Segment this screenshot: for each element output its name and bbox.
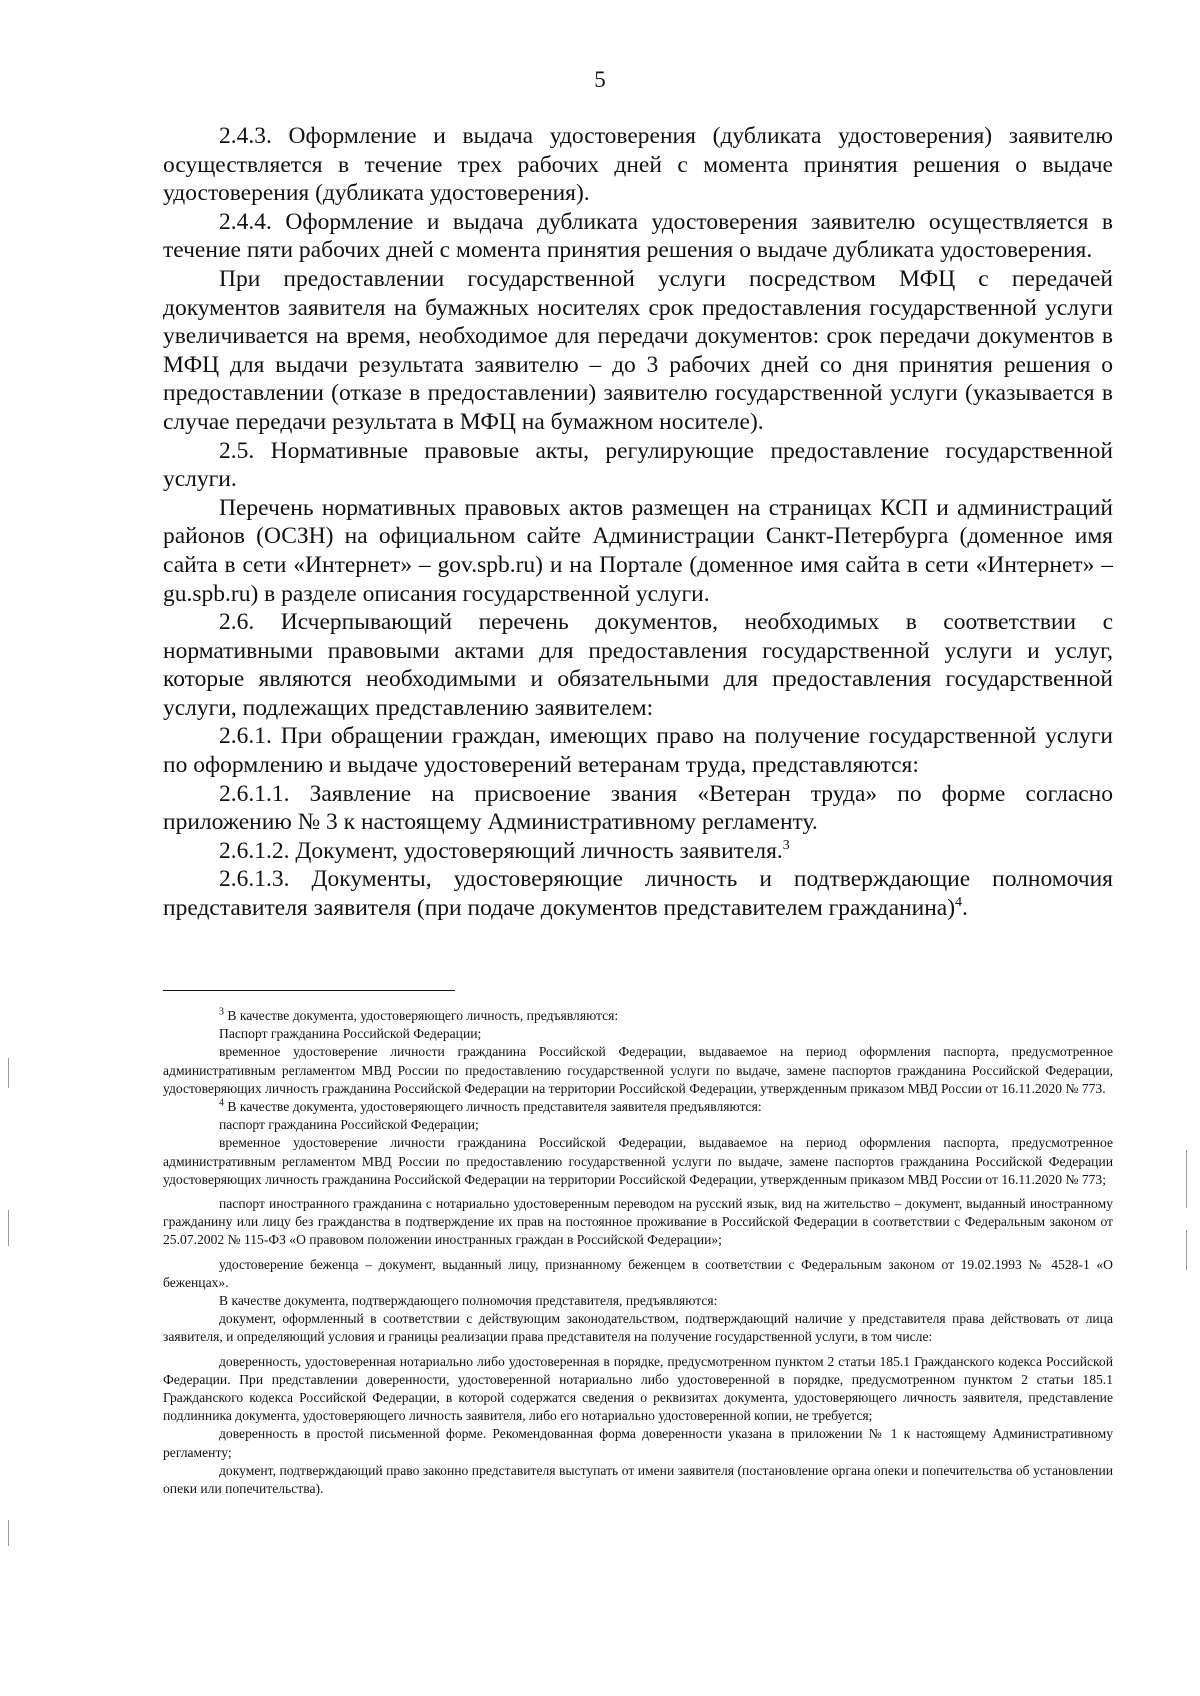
footnote-ref-4[interactable]: 4 bbox=[955, 895, 963, 911]
paragraph-mfc-term: При предоставлении государственной услуги посредством МФЦ с передачей документов заявителя на бумажных носителях срок предоставления государственной услуги увеличивается на время, необходимое для передачи документов: срок передачи документов в МФЦ для выдачи результата заявителю – до 3 рабочих дней со дня принятия решения о предоставлении (отказе в предоставлении) заявителю государственной услуги (указывается в случае передачи результата в МФЦ на бумажном носителе). bbox=[163, 265, 1113, 435]
footnote-4-item: удостоверение беженца – документ, выданный лицу, признанному беженцем в соответствии с Федеральным законом от 19.02.1993 № 4528-1 «О беженцах». bbox=[163, 1256, 1113, 1290]
footnote-4-item: документ, оформленный в соответствии с действующим законодательством, подтверждающий наличие у представителя права действовать от лица заявителя, и определяющий условия и границы реализации права представителя на получение государственной услуги, в том числе: bbox=[163, 1311, 1113, 1345]
footnote-3-intro-text: В качестве документа, удостоверяющего личность, предъявляются: bbox=[224, 1008, 619, 1023]
paragraph-2-6-1-3-tail: . bbox=[962, 895, 968, 922]
paragraph-2-6-1: 2.6.1. При обращении граждан, имеющих право на получение государственной услуги по оформлению и выдаче удостоверений ветеранам труда, представляются: bbox=[163, 723, 1113, 779]
footnote-4-item: паспорт гражданина Российской Федерации; bbox=[219, 1117, 479, 1133]
scan-edge-mark-right bbox=[1186, 1150, 1187, 1208]
footnotes bbox=[163, 1007, 1113, 1498]
page-number: 5 bbox=[594, 67, 606, 92]
scan-edge-mark-left bbox=[8, 1058, 9, 1088]
footnote-3-item: временное удостоверение личности гражданина Российской Федерации, выдаваемое на период оформления паспорта, предусмотренное административным регламентом МВД России по предоставлению государственной услуги по выдаче, замене паспортов гражданина Российской Федерации, удостоверяющих личность гражданина Российской Федерации на территории Российской Федерации, утвержденным приказом МВД России от 16.11.2020 № 773. bbox=[163, 1044, 1113, 1096]
footnote-3-item: Паспорт гражданина Российской Федерации; bbox=[219, 1026, 482, 1042]
footnote-ref-3[interactable]: 3 bbox=[782, 838, 790, 854]
paragraph-2-5: 2.5. Нормативные правовые акты, регулирующие предоставление государственной услуги. bbox=[163, 437, 1113, 493]
paragraph-2-6: 2.6. Исчерпывающий перечень документов, необходимых в соответствии с нормативными правовыми актами для предоставления государственной услуги и услуг, которые являются необходимыми и обязательными для предоставления государственной услуги, подлежащих представлению заявителем: bbox=[163, 609, 1113, 721]
footnote-4-item: документ, подтверждающий право законно представителя выступать от имени заявителя (постановление органа опеки и попечительства об установлении опеки или попечительства). bbox=[163, 1462, 1113, 1497]
paragraph-legal-acts-list: Перечень нормативных правовых актов размещен на страницах КСП и администраций районов (ОСЗН) на официальном сайте Администрации Санкт-Петербурга (доменное имя сайта в сети «Интернет» – gov.spb.ru) и на Портале (доменное имя сайта в сети «Интернет» – gu.spb.ru) в разделе описания государственной услуги. bbox=[163, 494, 1113, 607]
footnote-separator bbox=[163, 990, 455, 991]
paragraph-2-6-1-3-text: 2.6.1.3. Документы, удостоверяющие личность и подтверждающие полномочия представителя заявителя (при подаче документов представителем гражданина) bbox=[163, 866, 1113, 922]
paragraph-2-6-1-1: 2.6.1.1. Заявление на присвоение звания «Ветеран труда» по форме согласно приложению № 3 к настоящему Административному регламенту. bbox=[163, 780, 1113, 836]
paragraph-2-6-1-2-text: 2.6.1.2. Документ, удостоверяющий личность заявителя. bbox=[219, 837, 783, 864]
footnote-3-marker: 3 bbox=[219, 1006, 224, 1018]
footnote-4-intro-text: В качестве документа, удостоверяющего личность представителя заявителя предъявляются: bbox=[224, 1099, 762, 1115]
paragraph-2-6-1-3 bbox=[163, 865, 1113, 922]
scan-edge-mark-left bbox=[8, 1210, 9, 1246]
footnote-4-item: временное удостоверение личности гражданина Российской Федерации, выдаваемое на период оформления паспорта, предусмотренное административным регламентом МВД России по предоставлению государственной услуги по выдаче, замене паспортов гражданина Российской Федерации удостоверяющих личность гражданина Российской Федерации на территории Российской Федерации, утвержденным приказом МВД России от 16.11.2020 № 773; bbox=[163, 1135, 1113, 1187]
footnote-4-marker: 4 bbox=[219, 1097, 224, 1109]
footnote-4-item: В качестве документа, подтверждающего полномочия представителя, предъявляются: bbox=[219, 1293, 718, 1309]
scan-edge-mark-left bbox=[8, 1520, 9, 1546]
scan-edge-mark-right bbox=[1186, 1230, 1187, 1270]
footnote-4-intro bbox=[163, 1098, 1113, 1116]
paragraph-2-4-3: 2.4.3. Оформление и выдача удостоверения (дубликата удостоверения) заявителю осуществляется в течение трех рабочих дней с момента принятия решения о выдаче удостоверения (дубликата удостоверения). bbox=[163, 123, 1113, 207]
main-text bbox=[163, 122, 1113, 923]
footnote-4-item: доверенность, удостоверенная нотариально либо удостоверенная в порядке, предусмотренном пунктом 2 статьи 185.1 Гражданского кодекса Российской Федерации. При представлении доверенности, удостоверенной нотариально либо удостоверенной в порядке, предусмотренном пунктом 2 статьи 185.1 Гражданского кодекса Российской Федерации, в которой содержатся сведения о реквизитах документа, удостоверяющего личность заявителя, представление подлинника документа, удостоверяющего личность заявителя, либо его нотариально удостоверенной копии, не требуется; bbox=[163, 1353, 1113, 1424]
footnote-4-item: паспорт иностранного гражданина с нотариально удостоверенным переводом на русский язык, вид на жительство – документ, выданный иностранному гражданину или лицу без гражданства в подтверждение их прав на постоянное проживание в Российской Федерации в соответствии с Федеральным законом от 25.07.2002 № 115-ФЗ «О правовом положении иностранных граждан в Российской Федерации»; bbox=[163, 1196, 1113, 1248]
paragraph-2-6-1-2 bbox=[163, 837, 1113, 866]
paragraph-2-4-4: 2.4.4. Оформление и выдача дубликата удостоверения заявителю осуществляется в течение пяти рабочих дней с момента принятия решения о выдаче дубликата удостоверения. bbox=[163, 208, 1113, 264]
footnote-4-item: доверенность в простой письменной форме. Рекомендованная форма доверенности указана в приложении № 1 к настоящему Административному регламенту; bbox=[163, 1426, 1113, 1460]
footnote-3-intro bbox=[163, 1007, 1113, 1025]
